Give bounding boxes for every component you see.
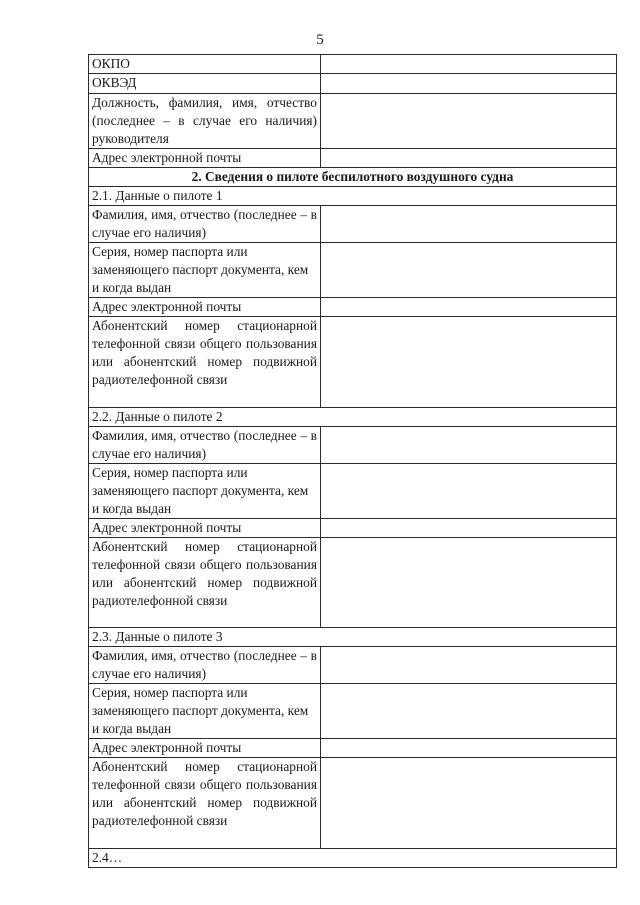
form-row [89, 149, 617, 168]
section-heading: 2. Сведения о пилоте беспилотного воздушного судна [89, 168, 617, 187]
section-row [89, 168, 617, 187]
field-label: ОКВЭД [89, 74, 321, 94]
field-value-cell[interactable] [321, 94, 617, 149]
form-row [89, 427, 617, 464]
field-value-cell[interactable] [321, 243, 617, 298]
field-label: Абонентский номер стационарной телефонной связи общего пользования или абонентский номер подвижной радиотелефонной связи [89, 538, 321, 628]
subsection-heading: 2.1. Данные о пилоте 1 [89, 187, 617, 206]
field-value-cell[interactable] [321, 427, 617, 464]
form-row [89, 519, 617, 538]
field-value-cell[interactable] [321, 758, 617, 849]
pilot-info-form-table [88, 54, 617, 868]
form-row [89, 538, 617, 628]
field-value-cell[interactable] [321, 519, 617, 538]
field-value-cell[interactable] [321, 206, 617, 243]
form-table-body [89, 55, 617, 868]
field-value-cell[interactable] [321, 684, 617, 739]
subsection-row [89, 628, 617, 647]
form-row [89, 317, 617, 408]
subsection-heading: 2.3. Данные о пилоте 3 [89, 628, 617, 647]
field-label: Должность, фамилия, имя, отчество (последнее – в случае его наличия) руководителя [89, 94, 321, 149]
field-label: Серия, номер паспорта или заменяющего паспорт документа, кем и когда выдан [89, 684, 321, 739]
field-value-cell[interactable] [321, 55, 617, 74]
form-row [89, 206, 617, 243]
form-row [89, 298, 617, 317]
form-row [89, 94, 617, 149]
field-value-cell[interactable] [321, 317, 617, 408]
field-value-cell[interactable] [321, 647, 617, 684]
form-row [89, 74, 617, 94]
field-value-cell[interactable] [321, 464, 617, 519]
field-label: Адрес электронной почты [89, 298, 321, 317]
field-label: Адрес электронной почты [89, 519, 321, 538]
page-number: 5 [316, 32, 324, 48]
field-label: Абонентский номер стационарной телефонной связи общего пользования или абонентский номер подвижной радиотелефонной связи [89, 758, 321, 849]
form-row [89, 55, 617, 74]
field-value-cell[interactable] [321, 149, 617, 168]
field-label: ОКПО [89, 55, 321, 74]
subsection-row [89, 408, 617, 427]
form-row [89, 464, 617, 519]
form-row [89, 739, 617, 758]
field-value-cell[interactable] [321, 298, 617, 317]
form-row [89, 684, 617, 739]
field-value-cell[interactable] [321, 74, 617, 94]
subsection-heading: 2.4… [89, 849, 617, 868]
form-row [89, 243, 617, 298]
field-label: Адрес электронной почты [89, 739, 321, 758]
subsection-row [89, 187, 617, 206]
field-label: Серия, номер паспорта или заменяющего паспорт документа, кем и когда выдан [89, 464, 321, 519]
field-value-cell[interactable] [321, 739, 617, 758]
field-label: Фамилия, имя, отчество (последнее – в случае его наличия) [89, 206, 321, 243]
form-row [89, 758, 617, 849]
form-row [89, 647, 617, 684]
field-label: Фамилия, имя, отчество (последнее – в случае его наличия) [89, 427, 321, 464]
field-value-cell[interactable] [321, 538, 617, 628]
field-label: Фамилия, имя, отчество (последнее – в случае его наличия) [89, 647, 321, 684]
field-label: Адрес электронной почты [89, 149, 321, 168]
subsection-row [89, 849, 617, 868]
field-label: Абонентский номер стационарной телефонной связи общего пользования или абонентский номер подвижной радиотелефонной связи [89, 317, 321, 408]
subsection-heading: 2.2. Данные о пилоте 2 [89, 408, 617, 427]
field-label: Серия, номер паспорта или заменяющего паспорт документа, кем и когда выдан [89, 243, 321, 298]
